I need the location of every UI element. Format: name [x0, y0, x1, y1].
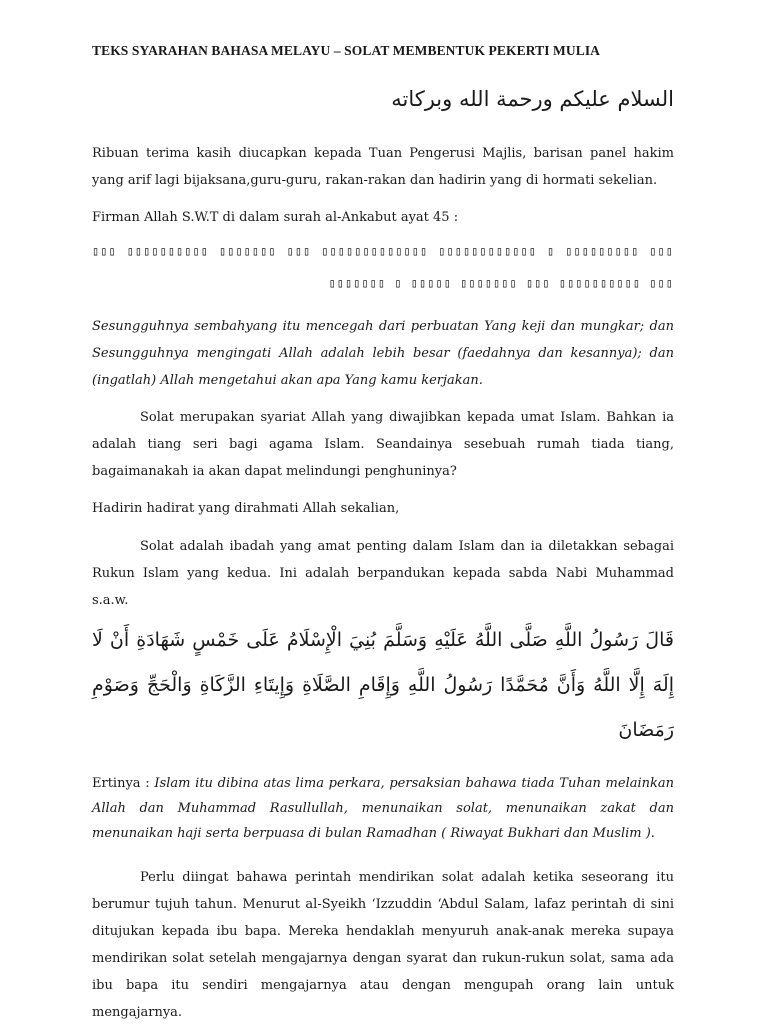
ertinya-text: Islam itu dibina atas lima perkara, persaksian bahawa tiada Tuhan melainkan Allah dan Muhammad Rasullullah, menunaikan solat, menunaikan zakat dan menunaikan haji serta berpuasa di bulan Ramadhan ( Riwayat Bukhari dan Muslim ).	[92, 776, 675, 841]
paragraph-solat-syariat: Solat merupakan syariat Allah yang diwajibkan kepada umat Islam. Bahkan ia adalah tiang seri bagi agama Islam. Seandainya sesebuah rumah tiada tiang, bagaimanakah ia akan dapat melindungi penghuninya?	[92, 410, 674, 479]
firman-heading: Firman Allah S.W.T di dalam surah al-Ankabut ayat 45 :	[92, 210, 459, 225]
hadith-arabic-text: قَالَ رَسُولُ اللَّهِ صَلَّى اللَّهُ عَلَيْهِ وَسَلَّمَ بُنِيَ الْإِسْلَامُ عَلَى خَمْسٍ شَهَادَةِ أَنْ لَا إِلَهَ إِلَّا اللَّهُ وَأَنَّ مُحَمَّدًا رَسُولُ اللَّهِ وَإِقَامِ الصَّلَاةِ وَإِيتَاءِ الزَّكَاةِ وَالْحَجِّ وَصَوْمِ رَمَضَانَ	[92, 629, 674, 741]
document-title: TEKS SYARAHAN BAHASA MELAYU – SOLAT MEMBENTUK PEKERTI MULIA	[92, 43, 601, 58]
ertinya-label: Ertinya :	[92, 776, 155, 791]
paragraph-perintah-solat: Perlu diingat bahawa perintah mendirikan solat adalah ketika seseorang itu berumur tujuh tahun. Menurut al-Syeikh ‘Izzuddin ‘Abdul Salam, lafaz perintah di sini ditujukan kepada ibu bapa. Mereka hendaklah menyuruh anak-anak mereka supaya mendirikan solat setelah mengajarnya dengan syarat dan rukun-rukun solat, sama ada ibu bapa itu sendiri mengajarnya atau dengan mengupah orang lain untuk mengajarnya.	[92, 870, 674, 1020]
paragraph-rukun-islam: Solat adalah ibadah yang amat penting dalam Islam dan ia diletakkan sebagai Rukun Islam yang kedua. Ini adalah berpandukan kepada sabda Nabi Muhammad s.a.w.	[92, 539, 674, 608]
document-page	[92, 38, 674, 1026]
hadith-translation	[92, 771, 674, 846]
arabic-greeting: السلام عليكم ورحمة الله وبركاته	[391, 87, 674, 111]
opening-paragraph: Ribuan terima kasih diucapkan kepada Tuan Pengerusi Majlis, barisan panel hakim yang arif lagi bijaksana,guru-guru, rakan-rakan dan hadirin yang di hormati sekelian.	[92, 146, 674, 188]
hadirin-greeting: Hadirin hadirat yang dirahmati Allah sekalian,	[92, 501, 400, 516]
verse-translation: Sesungguhnya sembahyang itu mencegah dari perbuatan Yang keji dan mungkar; dan Sesungguhnya mengingati Allah adalah lebih besar (faedahnya dan kesannya); dan (ingatlah) Allah mengetahui akan apa Yang kamu kerjakan.	[92, 319, 674, 388]
quran-verse-glyphs: ▯▯▯ ▯▯▯▯▯▯▯▯▯▯ ▯▯▯▯▯▯▯ ▯▯▯ ▯▯▯▯▯▯▯▯▯▯▯▯▯ ▯▯▯▯▯▯▯▯▯▯▯▯ ▯ ▯▯▯▯▯▯▯▯▯ ▯▯▯ ▯▯▯▯▯▯▯ ▯ ▯▯▯▯▯ ▯▯▯▯▯▯▯ ▯▯▯ ▯▯▯▯▯▯▯▯▯▯ ▯▯▯	[92, 244, 674, 290]
